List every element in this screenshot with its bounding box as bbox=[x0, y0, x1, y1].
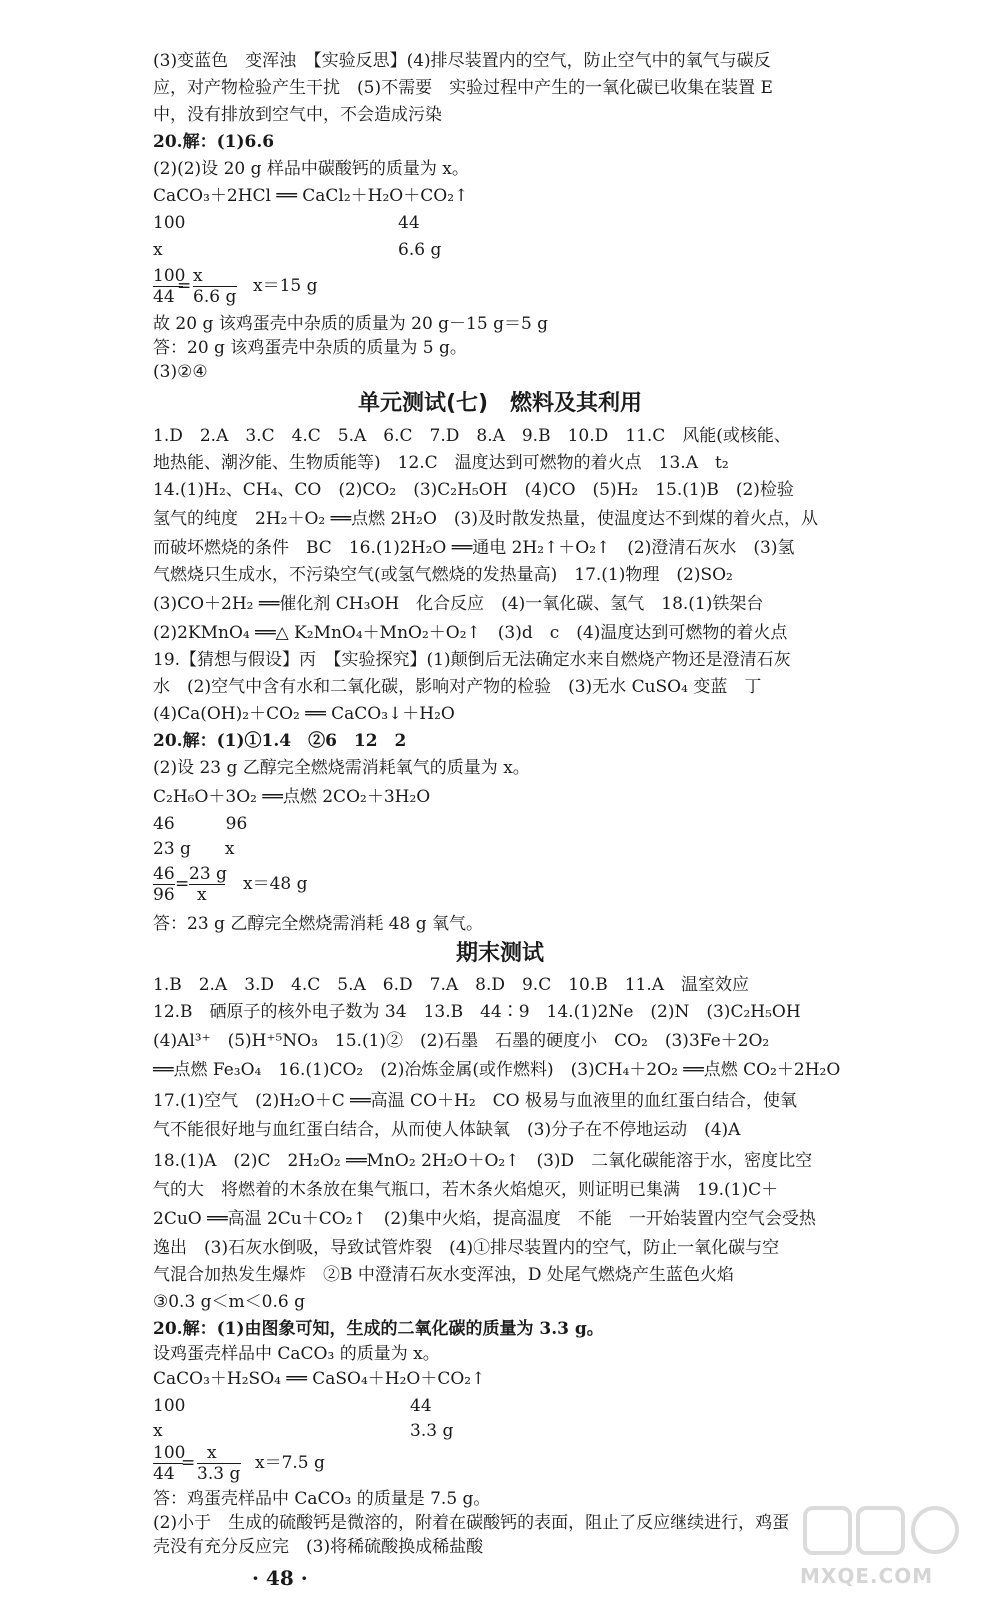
text-line: 而破坏燃烧的条件 BC 16.(1)2H₂O ══通电 2H₂↑＋O₂↑ (2)澄清石灰水 (3)氢 bbox=[153, 538, 795, 558]
text-line: 100 bbox=[153, 213, 186, 233]
denominator: 3.3 g bbox=[197, 1464, 241, 1484]
text-line: x bbox=[153, 240, 163, 260]
text-line: (2)(2)设 20 g 样品中碳酸钙的质量为 x。 bbox=[153, 159, 469, 179]
denominator: 44 bbox=[153, 1464, 175, 1484]
numerator: 100 bbox=[153, 266, 186, 286]
equals-sign: = bbox=[177, 276, 192, 296]
text-line: 气不能很好地与血红蛋白结合，从而使人体缺氧 (3)分子在不停地运动 (4)A bbox=[153, 1120, 741, 1140]
text-line: 17.(1)空气 (2)H₂O＋C ══高温 CO＋H₂ CO 极易与血液里的血红蛋白结合，使氧 bbox=[153, 1091, 797, 1111]
text-line: (2)小于 生成的硫酸钙是微溶的，附着在碳酸钙的表面，阻止了反应继续进行，鸡蛋 bbox=[153, 1513, 790, 1533]
text-line: (3)变蓝色 变浑浊 【实验反思】(4)排尽装置内的空气，防止空气中的氧气与碳反 bbox=[153, 51, 771, 71]
fraction-equation bbox=[153, 863, 413, 907]
text-line: (2)2KMnO₄ ══△ K₂MnO₄＋MnO₂＋O₂↑ (3)d c (4)温度达到可燃物的着火点 bbox=[153, 623, 788, 643]
text-line: 20.解：(1)由图象可知，生成的二氧化碳的质量为 3.3 g。 bbox=[153, 1319, 604, 1339]
text-line: 44 bbox=[398, 213, 420, 233]
watermark-logo bbox=[800, 1500, 980, 1600]
section-heading: 期末测试 bbox=[455, 941, 544, 966]
page-number: · 48 · bbox=[252, 1566, 308, 1590]
text-line: 地热能、潮汐能、生物质能等) 12.C 温度达到可燃物的着火点 13.A t₂ bbox=[153, 453, 729, 473]
equals-sign: = bbox=[181, 1453, 196, 1473]
equation: CaCO₃＋2HCl ══ CaCl₂＋H₂O＋CO₂↑ bbox=[153, 186, 469, 206]
text-line: 水 (2)空气中含有水和二氧化碳，影响对产物的检验 (3)无水 CuSO₄ 变蓝 丁 bbox=[153, 677, 762, 697]
watermark-icon bbox=[800, 1500, 980, 1560]
text-line: 气燃烧只生成水，不污染空气(或氢气燃烧的发热量高) 17.(1)物理 (2)SO₂ bbox=[153, 565, 733, 585]
numerator: 23 g bbox=[189, 864, 227, 884]
equation: CaCO₃＋H₂SO₄ ══ CaSO₄＋H₂O＋CO₂↑ bbox=[153, 1369, 486, 1389]
text-line: ③0.3 g＜m＜0.6 g bbox=[153, 1292, 306, 1312]
text-line: (3)CO＋2H₂ ══催化剂 CH₃OH 化合反应 (4)一氧化碳、氢气 18.(1)铁架台 bbox=[153, 594, 764, 614]
text-line: 46 96 bbox=[153, 814, 248, 834]
result: x＝7.5 g bbox=[255, 1453, 325, 1473]
result: x＝48 g bbox=[243, 874, 308, 894]
text-line: (4)Al³⁺ (5)H⁺⁵NO₃ 15.(1)② (2)石墨 石墨的硬度小 CO₂ (3)3Fe＋2O₂ bbox=[153, 1031, 770, 1051]
text-line: 12.B 硒原子的核外电子数为 34 13.B 44∶9 14.(1)2Ne (2)N (3)C₂H₅OH bbox=[153, 1002, 801, 1022]
fraction-equation bbox=[153, 265, 413, 309]
section-heading: 单元测试(七) 燃料及其利用 bbox=[357, 391, 643, 416]
text-line: 18.(1)A (2)C 2H₂O₂ ══MnO₂ 2H₂O＋O₂↑ (3)D 二氧化碳能溶于水，密度比空 bbox=[153, 1151, 813, 1171]
text-line: 壳没有充分反应完 (3)将稀硫酸换成稀盐酸 bbox=[153, 1537, 484, 1557]
text-line: ══点燃 Fe₃O₄ 16.(1)CO₂ (2)冶炼金属(或作燃料) (3)CH₄＋2O₂ ══点燃 CO₂＋2H₂O bbox=[153, 1060, 841, 1080]
text-line: 1.D 2.A 3.C 4.C 5.A 6.C 7.D 8.A 9.B 10.D 11.C 风能(或核能、 bbox=[153, 426, 791, 446]
text-line: 14.(1)H₂、CH₄、CO (2)CO₂ (3)C₂H₅OH (4)CO (5)H₂ 15.(1)B (2)检验 bbox=[153, 480, 794, 500]
text-line: 逸出 (3)石灰水倒吸，导致试管炸裂 (4)①排尽装置内的空气，防止一氧化碳与空 bbox=[153, 1238, 780, 1258]
text-line: 23 g x bbox=[153, 839, 235, 859]
denominator: 96 bbox=[153, 885, 175, 905]
numerator: 100 bbox=[153, 1443, 186, 1463]
text-line: 6.6 g bbox=[398, 240, 442, 260]
numerator: x bbox=[207, 1443, 217, 1463]
equals-sign: = bbox=[175, 874, 190, 894]
text-line: 20.解：(1)①1.4 ②6 12 2 bbox=[153, 731, 407, 751]
watermark-text: MXQE.COM bbox=[800, 1564, 934, 1588]
text-line: x bbox=[153, 1421, 163, 1441]
equation: C₂H₆O＋3O₂ ══点燃 2CO₂＋3H₂O bbox=[153, 787, 431, 807]
text-line: 中，没有排放到空气中，不会造成污染 bbox=[153, 105, 442, 125]
text-line: 答：鸡蛋壳样品中 CaCO₃ 的质量是 7.5 g。 bbox=[153, 1489, 491, 1509]
text-line: (2)设 23 g 乙醇完全燃烧需消耗氧气的质量为 x。 bbox=[153, 758, 530, 778]
text-line: 应，对产物检验产生干扰 (5)不需要 实验过程中产生的一氧化碳已收集在装置 E bbox=[153, 78, 773, 98]
text-line: 设鸡蛋壳样品中 CaCO₃ 的质量为 x。 bbox=[153, 1344, 440, 1364]
result: x＝15 g bbox=[253, 276, 318, 296]
numerator: 46 bbox=[153, 864, 175, 884]
text-line: 气混合加热发生爆炸 ②B 中澄清石灰水变浑浊，D 处尾气燃烧产生蓝色火焰 bbox=[153, 1265, 734, 1285]
text-line: 答：20 g 该鸡蛋壳中杂质的质量为 5 g。 bbox=[153, 338, 467, 358]
denominator: 6.6 g bbox=[193, 287, 237, 307]
denominator: x bbox=[197, 885, 207, 905]
text-line: 答：23 g 乙醇完全燃烧需消耗 48 g 氧气。 bbox=[153, 914, 484, 934]
text-line: 故 20 g 该鸡蛋壳中杂质的质量为 20 g－15 g＝5 g bbox=[153, 314, 549, 334]
equation: (4)Ca(OH)₂＋CO₂ ══ CaCO₃↓＋H₂O bbox=[153, 704, 455, 724]
text-line: 2CuO ══高温 2Cu＋CO₂↑ (2)集中火焰，提高温度 不能 一开始装置内空气会受热 bbox=[153, 1209, 816, 1229]
denominator: 44 bbox=[153, 287, 175, 307]
text-line: 44 bbox=[410, 1396, 432, 1416]
numerator: x bbox=[193, 266, 203, 286]
text-line: 3.3 g bbox=[410, 1421, 454, 1441]
text-line: 100 bbox=[153, 1396, 186, 1416]
text-line: 氢气的纯度 2H₂＋O₂ ══点燃 2H₂O (3)及时散发热量，使温度达不到煤的着火点，从 bbox=[153, 509, 818, 529]
text-line: 20.解：(1)6.6 bbox=[153, 132, 275, 152]
text-line: 19.【猜想与假设】丙 【实验探究】(1)颠倒后无法确定水来自燃烧产物还是澄清石灰 bbox=[153, 650, 791, 670]
text-line: 1.B 2.A 3.D 4.C 5.A 6.D 7.A 8.D 9.C 10.B 11.A 温室效应 bbox=[153, 975, 750, 995]
text-line: (3)②④ bbox=[153, 362, 208, 382]
text-line: 气的大 将燃着的木条放在集气瓶口，若木条火焰熄灭，则证明已集满 19.(1)C＋ bbox=[153, 1180, 779, 1200]
